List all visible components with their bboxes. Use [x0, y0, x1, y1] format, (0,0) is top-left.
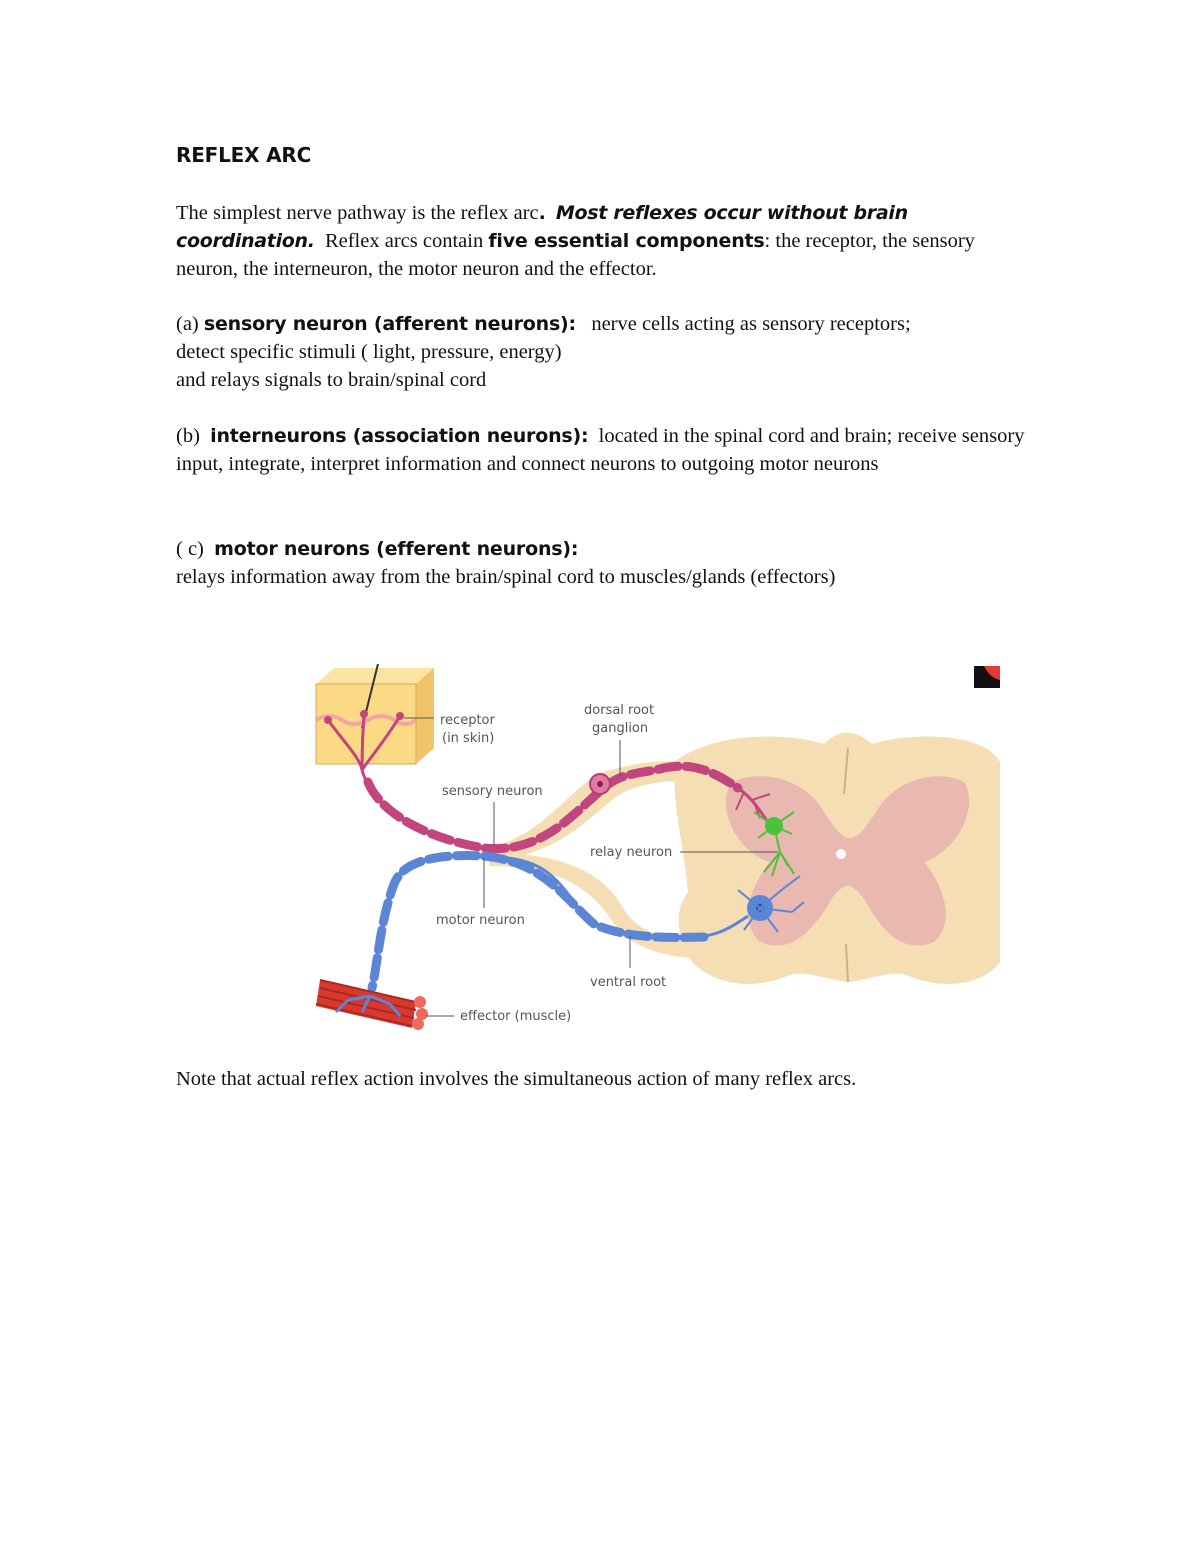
label-effector: effector (muscle): [460, 1009, 572, 1024]
section-a-line2: detect specific stimuli ( light, pressure, energy): [176, 341, 562, 363]
label-relay-neuron: relay neuron: [590, 845, 673, 860]
section-b-line1: located in the spinal cord and brain;: [598, 425, 893, 447]
closing-note: [176, 1065, 1036, 1093]
label-receptor: receptor: [440, 713, 495, 728]
closing-note-text: Note that actual reflex action involves the simultaneous action of many reflex arcs.: [176, 1068, 857, 1090]
label-ganglion: ganglion: [592, 721, 649, 736]
section-a-term: sensory neuron (afferent neurons):: [203, 313, 576, 335]
section-b-line2: receive sensory input, integrate, interpret information and connect neurons to outgoing motor neurons: [176, 425, 1025, 475]
skin-block: [316, 668, 434, 764]
intro-text-2: Reflex arcs contain: [324, 230, 484, 252]
intro-emphasis: Most reflexes occur without brain coordination.: [176, 202, 908, 252]
label-ventral-root: ventral root: [590, 975, 667, 990]
label-dorsal-root: dorsal root: [584, 703, 655, 718]
label-motor-neuron: motor neuron: [436, 913, 525, 928]
section-c-prefix: ( c): [176, 538, 204, 560]
page-title: REFLEX ARC: [176, 143, 312, 167]
section-b-term: interneurons (association neurons):: [210, 425, 589, 447]
intro-period: .: [538, 202, 546, 224]
section-sensory-neuron: [176, 310, 1036, 394]
reflex-arc-diagram: [244, 662, 1000, 1040]
section-a-prefix: (a): [176, 313, 199, 335]
section-b-prefix: (b): [176, 425, 200, 447]
section-a-line3: and relays signals to brain/spinal cord: [176, 369, 487, 391]
section-a-line1: nerve cells acting as sensory receptors;: [591, 313, 911, 335]
section-interneurons: [176, 422, 1036, 478]
intro-text-1: The simplest nerve pathway is the reflex arc: [176, 202, 539, 224]
label-sensory-neuron: sensory neuron: [442, 784, 543, 799]
intro-text-3: : the receptor, the sensory neuron, the interneuron, the motor neuron and the effector.: [176, 230, 975, 280]
section-c-term: motor neurons (efferent neurons):: [214, 538, 579, 560]
central-canal: [836, 849, 846, 859]
label-receptor-sub: (in skin): [442, 731, 495, 746]
section-c-line1: relays information away from the brain/spinal cord to muscles/glands (effectors): [176, 566, 836, 588]
intro-paragraph: [176, 199, 1036, 283]
intro-bold-term: five essential components: [488, 230, 765, 252]
section-motor-neurons: [176, 535, 1036, 591]
